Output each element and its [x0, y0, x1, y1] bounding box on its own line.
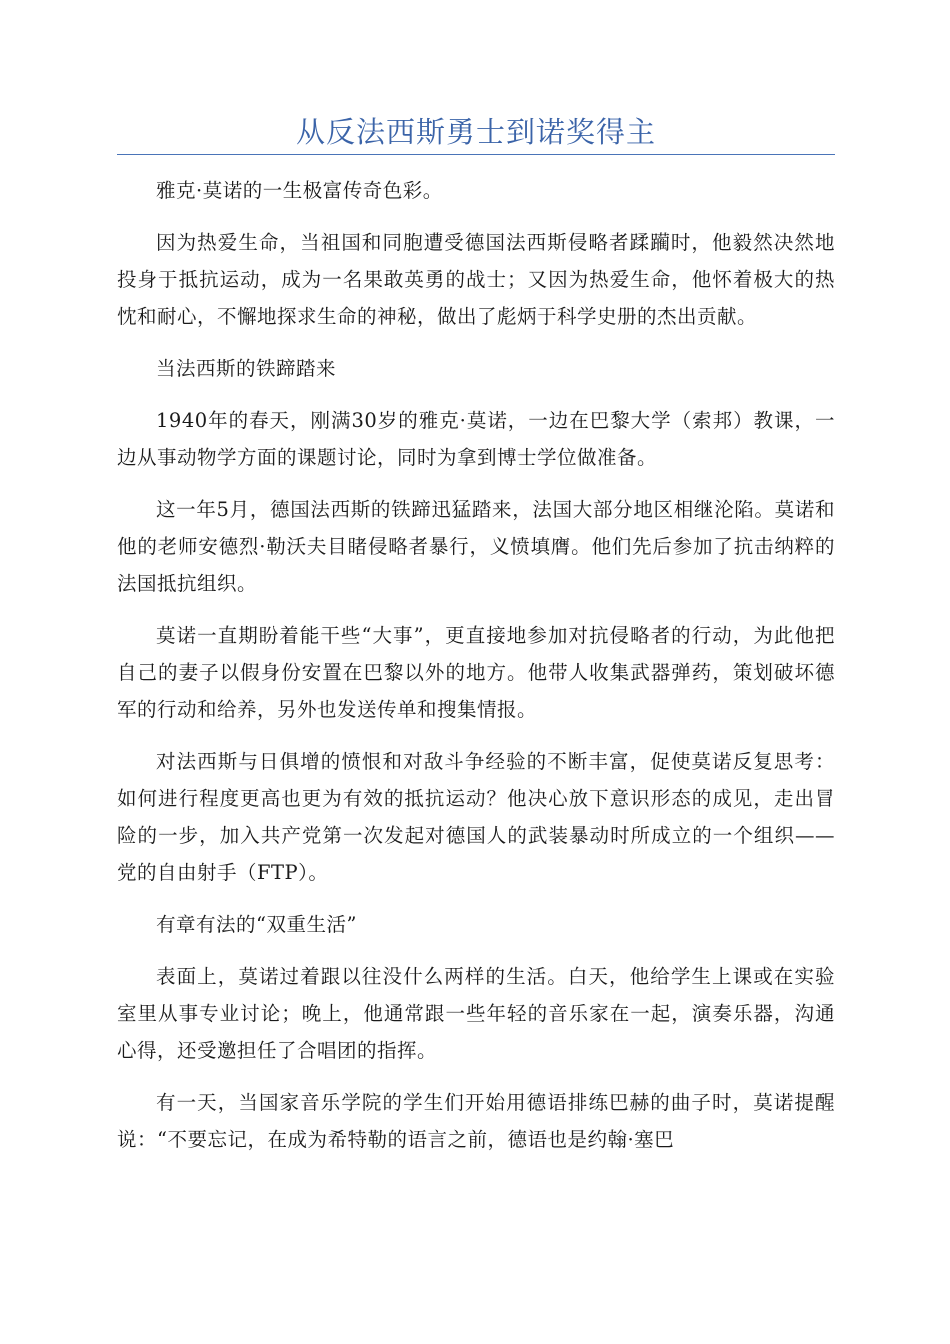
paragraph: 莫诺一直期盼着能干些“大事”，更直接地参加对抗侵略者的行动，为此他把自己的妻子以假身份安置在巴黎以外的地方。他带人收集武器弹药，策划破坏德军的行动和给养，另外也发送传单和搜集情报。: [117, 624, 835, 721]
section-heading: 当法西斯的铁蹄踏来: [156, 357, 337, 380]
paragraph: 对法西斯与日俱增的愤恨和对敌斗争经验的不断丰富，促使莫诺反复思考：如何进行程度更高也更为有效的抵抗运动？他决心放下意识形态的成见，走出冒险的一步，加入共产党第一次发起对德国人的武装暴动时所成立的一个组织——党的自由射手（FTP）。: [117, 750, 835, 884]
paragraph: 因为热爱生命，当祖国和同胞遭受德国法西斯侵略者蹂躏时，他毅然决然地投身于抵抗运动，成为一名果敢英勇的战士；又因为热爱生命，他怀着极大的热忱和耐心，不懈地探求生命的神秘，做出了彪炳于科学史册的杰出贡献。: [117, 231, 835, 328]
paragraph: 有一天，当国家音乐学院的学生们开始用德语排练巴赫的曲子时，莫诺提醒说：“不要忘记，在成为希特勒的语言之前，德语也是约翰·塞巴: [117, 1091, 835, 1151]
document-title: 从反法西斯勇士到诺奖得主: [295, 115, 656, 149]
title-underline: [117, 154, 835, 155]
document-body: [117, 172, 835, 1173]
paragraph: 表面上，莫诺过着跟以往没什么两样的生活。白天，他给学生上课或在实验室里从事专业讨论；晚上，他通常跟一些年轻的音乐家在一起，演奏乐器，沟通心得，还受邀担任了合唱团的指挥。: [117, 965, 835, 1062]
paragraph-intro: 雅克·莫诺的一生极富传奇色彩。: [156, 179, 443, 202]
paragraph: 1940年的春天，刚满30岁的雅克·莫诺，一边在巴黎大学（索邦）教课，一边从事动物学方面的课题讨论，同时为拿到博士学位做准备。: [117, 409, 835, 469]
section-heading: 有章有法的“双重生活”: [156, 913, 357, 936]
paragraph: 这一年5月，德国法西斯的铁蹄迅猛踏来，法国大部分地区相继沦陷。莫诺和他的老师安德烈·勒沃夫目睹侵略者暴行，义愤填膺。他们先后参加了抗击纳粹的法国抵抗组织。: [117, 498, 835, 595]
